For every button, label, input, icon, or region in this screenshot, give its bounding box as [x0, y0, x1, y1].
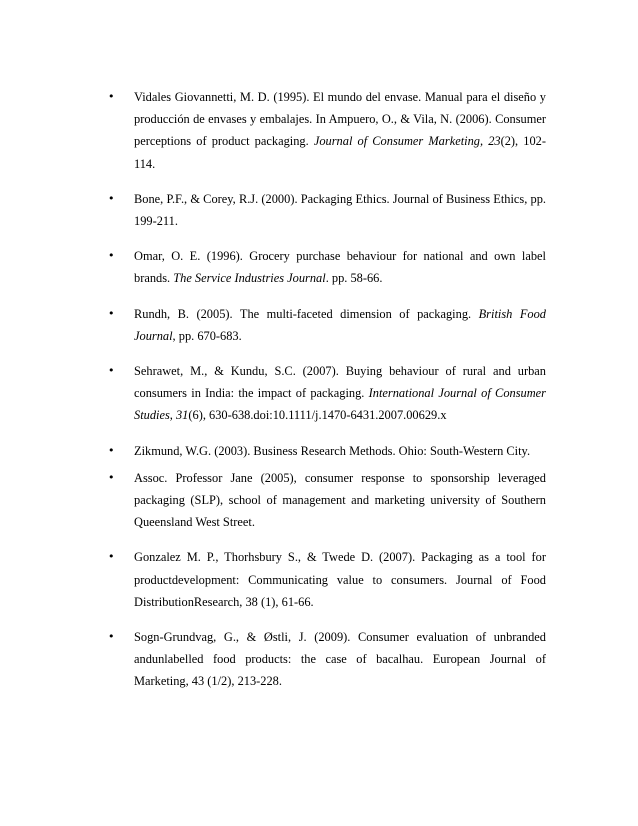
bullet-icon: •	[108, 191, 115, 205]
reference-italic-text: International Journal of Consumer Studies, 31	[134, 386, 546, 423]
reference-italic-text: British Food Journal	[134, 306, 546, 343]
reference-text: Assoc. Professor Jane (2005), consumer response to sponsorship leveraged packaging (SLP), school of management and marketing university of Southern Queensland West Street.	[134, 470, 546, 530]
bullet-icon: •	[108, 630, 115, 644]
reference-text: Bone, P.F., & Corey, R.J. (2000). Packaging Ethics. Journal of Business Ethics, pp. 199-211.	[134, 191, 546, 229]
bullet-icon: •	[108, 550, 115, 564]
reference-text: . pp. 58-66.	[325, 271, 383, 286]
reference-italic-text: The Service Industries Journal	[173, 271, 326, 286]
reference-list	[108, 86, 546, 693]
reference-item	[108, 245, 546, 289]
reference-italic-text: Journal of Consumer Marketing, 23	[313, 134, 501, 149]
reference-text: (6), 630-638.doi:10.1111/j.1470-6431.2007.00629.x	[188, 408, 447, 423]
bullet-icon: •	[108, 249, 115, 263]
reference-text: Sehrawet, M., & Kundu, S.C. (2007). Buying behaviour of rural and urban consumers in India: the impact of packaging.	[134, 364, 546, 401]
reference-text: Gonzalez M. P., Thorhsbury S., & Twede D. (2007). Packaging as a tool for productdevelopment: Communicating value to consumers. Journal of Food DistributionResearch, 38 (1), 61-66.	[134, 550, 546, 609]
bullet-icon: •	[108, 443, 115, 457]
reference-item	[108, 360, 546, 427]
reference-item	[108, 303, 546, 347]
reference-text: Sogn-Grundvag, G., & Østli, J. (2009). Consumer evaluation of unbranded andunlabelled food products: the case of bacalhau. European Journal of Marketing, 43 (1/2), 213-228.	[134, 630, 546, 689]
reference-text: (2), 102-114.	[134, 134, 546, 171]
reference-text: , pp. 670-683.	[172, 328, 242, 343]
reference-item	[108, 440, 546, 462]
bullet-icon: •	[108, 90, 115, 103]
reference-item	[108, 188, 546, 232]
reference-item	[108, 467, 546, 534]
reference-item	[108, 626, 546, 693]
reference-text: Omar, O. E. (1996). Grocery purchase behaviour for national and own label brands.	[134, 249, 546, 286]
bullet-icon: •	[108, 364, 115, 378]
bullet-icon: •	[108, 470, 115, 484]
reference-text: Zikmund, W.G. (2003). Business Research Methods. Ohio: South-Western City.	[134, 443, 531, 458]
reference-item	[108, 546, 546, 613]
reference-text: Rundh, B. (2005). The multi-faceted dimension of packaging.	[134, 306, 479, 321]
reference-item	[108, 86, 546, 175]
reference-text: Vidales Giovannetti, M. D. (1995). El mundo del envase. Manual para el diseño y producción de envases y embalajes. In Ampuero, O., & Vila, N. (2006). Consumer perceptions of product packaging.	[134, 90, 546, 149]
bullet-icon: •	[108, 306, 115, 320]
